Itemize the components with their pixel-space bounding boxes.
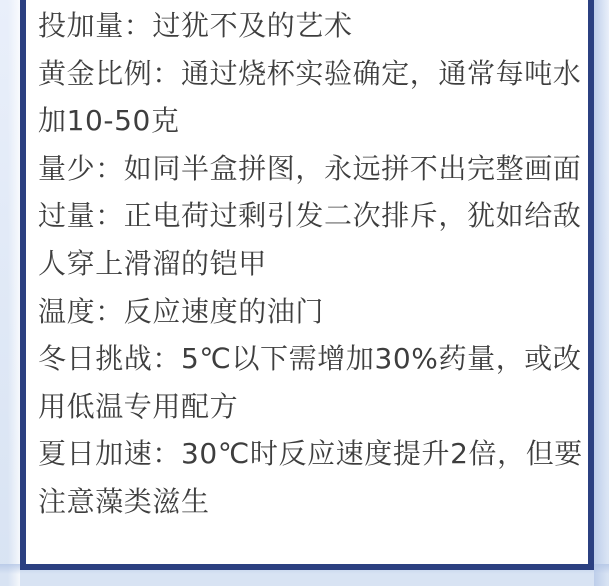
page-background-glow-left [8,0,20,586]
paragraph-winter-challenge [38,335,580,430]
paragraph-dosing-title [38,2,580,50]
paragraph-golden-ratio [38,50,580,145]
page-background-glow-right [594,0,608,586]
text-line: 加10-50克 [38,104,180,138]
text-line: 过量：正电荷过剩引发二次排斥，犹如给敌 [38,199,582,233]
text-line: 冬日挑战：5℃以下需增加30%药量，或改 [38,342,582,376]
paragraph-temperature-title [38,288,580,336]
content-card [20,0,594,570]
paragraph-overdose [38,192,580,287]
text-line: 用低温专用配方 [38,389,239,423]
paragraph-too-little [38,145,580,193]
text-line: 黄金比例：通过烧杯实验确定，通常每吨水 [38,56,582,90]
text-line: 投加量：过犹不及的艺术 [38,9,353,42]
card-body [26,0,588,526]
text-line: 温度：反应速度的油门 [38,294,325,328]
text-line: 夏日加速：30℃时反应速度提升2倍，但要 [38,437,583,471]
text-line: 注意藻类滋生 [38,484,210,518]
text-line: 量少：如同半盒拼图，永远拼不出完整画面 [38,151,582,185]
text-line: 人穿上滑溜的铠甲 [38,246,267,280]
paragraph-summer-acceleration [38,430,583,525]
